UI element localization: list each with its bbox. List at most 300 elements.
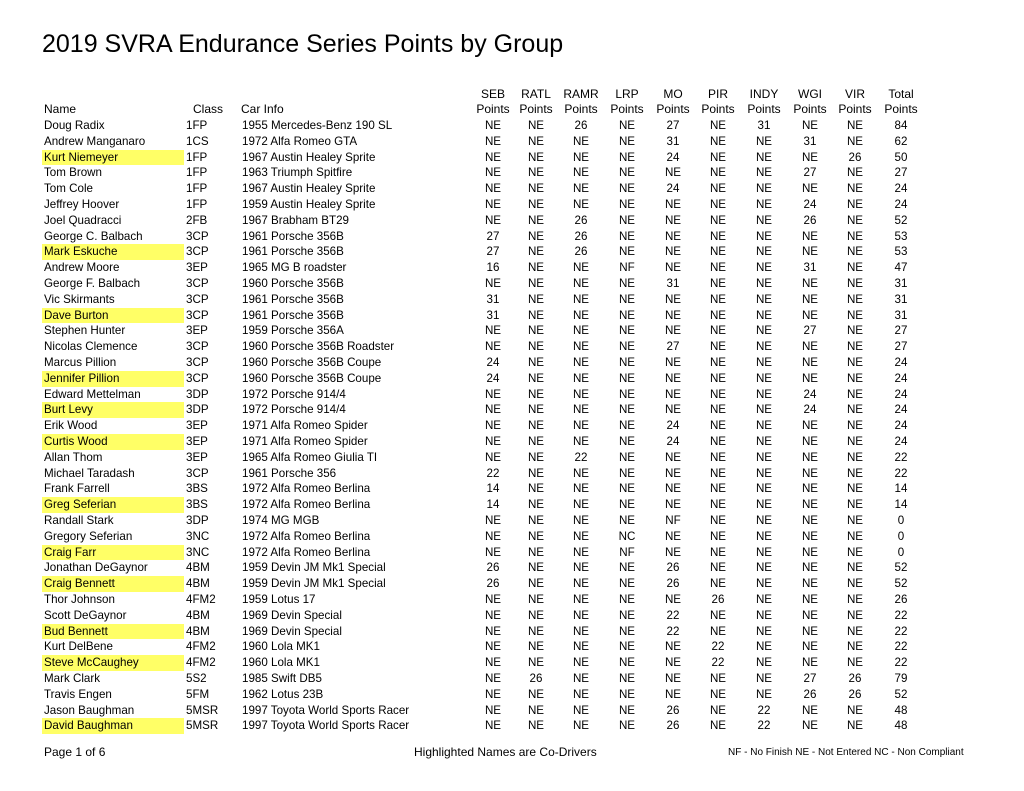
points-cell: 22 — [711, 656, 725, 670]
driver-class: 5MSR — [186, 719, 219, 733]
header-event-points-8: Points — [838, 102, 872, 116]
points-cell: NE — [709, 182, 727, 196]
points-cell: 24 — [894, 387, 908, 401]
header-event-4: MO — [663, 87, 683, 101]
car-info: 1959 Lotus 17 — [242, 593, 316, 606]
car-info: 1972 Porsche 914/4 — [242, 403, 346, 417]
points-cell: NE — [801, 356, 819, 369]
points-cell: NE — [572, 719, 590, 733]
points-cell: NE — [709, 261, 727, 275]
points-cell: NE — [801, 150, 819, 164]
points-cell: NE — [709, 419, 727, 433]
points-cell: NE — [572, 608, 590, 622]
driver-name: George C. Balbach — [44, 229, 143, 243]
points-cell: NE — [527, 356, 545, 369]
points-cell: NE — [709, 529, 727, 543]
car-info: 1965 MG B roadster — [242, 261, 347, 275]
driver-name: Jason Baughman — [44, 703, 135, 717]
driver-name: Jennifer Pillion — [42, 371, 184, 387]
driver-class: 3NC — [186, 545, 210, 559]
points-cell: NE — [846, 245, 864, 259]
points-cell: NE — [618, 608, 636, 622]
co-driver-note: Highlighted Names are Co-Drivers — [414, 745, 597, 759]
driver-class: 4BM — [186, 624, 210, 638]
car-info: 1967 Brabham BT29 — [242, 213, 349, 227]
table-row — [0, 639, 1024, 655]
table-row — [0, 387, 1024, 403]
points-cell: NE — [755, 577, 773, 591]
points-cell: NE — [572, 561, 590, 575]
points-cell: 52 — [894, 577, 908, 591]
table-row — [0, 560, 1024, 576]
points-cell: NF — [665, 514, 681, 527]
points-cell: NE — [572, 514, 590, 527]
points-cell: NE — [801, 308, 819, 322]
points-cell: NE — [755, 198, 773, 211]
points-cell: NE — [484, 435, 502, 448]
car-info: 1971 Alfa Romeo Spider — [242, 419, 368, 433]
points-cell: 27 — [666, 119, 680, 132]
points-cell: NE — [572, 482, 590, 496]
points-cell: NE — [846, 608, 864, 622]
points-cell: 22 — [666, 608, 680, 622]
driver-class: 5FM — [186, 687, 210, 701]
car-info: 1974 MG MGB — [242, 514, 320, 527]
points-cell: NE — [527, 245, 545, 259]
car-info: 1961 Porsche 356B — [242, 308, 344, 322]
points-cell: NE — [572, 498, 590, 512]
points-cell: 26 — [711, 593, 725, 606]
points-cell: NE — [755, 371, 773, 385]
header-event-points-1: Points — [519, 102, 553, 116]
driver-class: 3EP — [186, 450, 208, 464]
points-cell: NE — [572, 672, 590, 685]
header-class: Class — [193, 102, 224, 116]
points-cell: NE — [709, 308, 727, 322]
points-cell: NE — [484, 593, 502, 606]
points-cell: NE — [755, 482, 773, 496]
driver-name: Andrew Moore — [44, 261, 120, 275]
header-event-points-4: Points — [656, 102, 690, 116]
points-cell: NE — [527, 719, 545, 733]
table-row — [0, 481, 1024, 497]
points-cell: 14 — [486, 482, 500, 496]
points-cell: NE — [664, 466, 682, 480]
points-cell: 24 — [803, 403, 817, 417]
points-cell: NE — [484, 387, 502, 401]
table-row — [0, 118, 1024, 134]
points-cell: NE — [527, 498, 545, 512]
points-cell: NE — [527, 514, 545, 527]
driver-class: 1FP — [186, 182, 208, 196]
points-cell: NE — [709, 498, 727, 512]
driver-class: 1FP — [186, 119, 208, 132]
table-row — [0, 671, 1024, 687]
table-row — [0, 576, 1024, 592]
points-cell: NE — [572, 182, 590, 196]
points-cell: 26 — [574, 229, 588, 243]
points-cell: NE — [618, 577, 636, 591]
car-info: 1961 Porsche 356B — [242, 245, 344, 259]
points-cell: NE — [709, 134, 727, 148]
driver-class: 3EP — [186, 261, 208, 275]
points-cell: NE — [618, 561, 636, 575]
driver-class: 3NC — [186, 529, 210, 543]
points-cell: NE — [484, 624, 502, 638]
points-cell: NE — [527, 119, 545, 132]
points-cell: NE — [618, 672, 636, 685]
driver-class: 3CP — [186, 356, 209, 369]
points-cell: 27 — [486, 229, 500, 243]
points-cell: NE — [664, 356, 682, 369]
points-cell: 24 — [666, 435, 680, 448]
points-cell: 26 — [848, 672, 862, 685]
points-cell: NE — [618, 624, 636, 638]
points-cell: NE — [846, 561, 864, 575]
header-event-points-3: Points — [610, 102, 644, 116]
points-cell: NE — [572, 435, 590, 448]
points-cell: NE — [527, 561, 545, 575]
driver-name: Stephen Hunter — [44, 324, 126, 338]
car-info: 1972 Alfa Romeo Berlina — [242, 482, 371, 496]
points-cell: 26 — [848, 687, 862, 701]
points-cell: NE — [527, 608, 545, 622]
table-row — [0, 371, 1024, 387]
car-info: 1967 Austin Healey Sprite — [242, 150, 376, 164]
driver-class: 3EP — [186, 435, 208, 448]
points-cell: NE — [755, 561, 773, 575]
points-cell: NE — [572, 624, 590, 638]
points-cell: 24 — [666, 182, 680, 196]
points-cell: NE — [709, 340, 727, 354]
table-row — [0, 497, 1024, 513]
driver-name: Nicolas Clemence — [44, 340, 138, 354]
driver-class: 5MSR — [186, 703, 219, 717]
points-cell: NE — [801, 119, 819, 132]
points-cell: NE — [484, 514, 502, 527]
points-cell: NE — [664, 687, 682, 701]
points-cell: NE — [572, 150, 590, 164]
points-cell: NE — [755, 529, 773, 543]
points-cell: NE — [709, 403, 727, 417]
points-cell: NE — [484, 687, 502, 701]
points-cell: NE — [846, 134, 864, 148]
points-cell: NE — [664, 371, 682, 385]
points-cell: NE — [755, 182, 773, 196]
points-cell: NE — [664, 529, 682, 543]
document-title: 2019 SVRA Endurance Series Points by Group — [42, 30, 564, 58]
points-cell: NE — [618, 308, 636, 322]
table-row — [0, 323, 1024, 339]
points-cell: 27 — [803, 324, 817, 338]
points-cell: NE — [801, 340, 819, 354]
table-row — [0, 276, 1024, 292]
points-cell: 26 — [803, 213, 817, 227]
car-info: 1961 Porsche 356 — [242, 466, 337, 480]
points-cell: NE — [618, 119, 636, 132]
points-cell: 27 — [894, 340, 908, 354]
points-cell: NE — [846, 387, 864, 401]
table-row — [0, 292, 1024, 308]
points-cell: NE — [755, 245, 773, 259]
points-cell: NE — [618, 229, 636, 243]
points-cell: 31 — [486, 308, 500, 322]
table-row — [0, 229, 1024, 245]
points-cell: NE — [755, 687, 773, 701]
points-cell: NE — [755, 134, 773, 148]
points-cell: NE — [484, 166, 502, 180]
points-cell: 27 — [666, 340, 680, 354]
points-cell: NE — [846, 656, 864, 670]
points-cell: 22 — [757, 703, 771, 717]
points-cell: NE — [484, 608, 502, 622]
points-cell: 24 — [894, 182, 908, 196]
points-cell: NE — [801, 450, 819, 464]
driver-class: 3CP — [186, 340, 209, 354]
driver-name: Curtis Wood — [42, 434, 184, 450]
points-cell: NE — [846, 545, 864, 559]
driver-name: Tom Brown — [44, 166, 102, 180]
points-cell: NE — [484, 640, 502, 654]
driver-class: 4BM — [186, 608, 210, 622]
points-cell: NE — [846, 450, 864, 464]
points-cell: NE — [755, 640, 773, 654]
points-cell: NE — [527, 134, 545, 148]
points-cell: 52 — [894, 561, 908, 575]
legend: NF - No Finish NE - Not Entered NC - Non Compliant — [728, 747, 964, 758]
points-cell: NE — [755, 545, 773, 559]
table-row — [0, 197, 1024, 213]
points-cell: 26 — [894, 593, 908, 606]
points-cell: NE — [709, 577, 727, 591]
points-cell: NE — [618, 466, 636, 480]
points-cell: NE — [755, 292, 773, 306]
points-cell: NE — [755, 150, 773, 164]
points-cell: NE — [846, 419, 864, 433]
points-cell: NE — [484, 150, 502, 164]
car-info: 1960 Porsche 356B Roadster — [242, 340, 395, 354]
car-info: 1985 Swift DB5 — [242, 672, 322, 685]
header-event-points-9: Points — [884, 102, 918, 116]
header-car-info: Car Info — [241, 102, 284, 116]
points-cell: NE — [709, 482, 727, 496]
points-cell: NE — [801, 419, 819, 433]
points-cell: NE — [846, 403, 864, 417]
points-cell: 48 — [894, 703, 908, 717]
points-cell: NE — [527, 340, 545, 354]
points-cell: NE — [846, 719, 864, 733]
car-info: 1960 Lola MK1 — [242, 640, 320, 654]
points-cell: NE — [572, 466, 590, 480]
points-cell: NE — [527, 435, 545, 448]
points-cell: 26 — [803, 687, 817, 701]
table-row — [0, 339, 1024, 355]
points-cell: 24 — [894, 419, 908, 433]
header-event-9: Total — [888, 87, 914, 101]
points-cell: 26 — [666, 561, 680, 575]
points-cell: NE — [664, 450, 682, 464]
points-cell: NE — [484, 656, 502, 670]
points-cell: NE — [664, 545, 682, 559]
points-cell: NE — [801, 229, 819, 243]
points-cell: NE — [527, 261, 545, 275]
car-info: 1967 Austin Healey Sprite — [242, 182, 376, 196]
points-cell: NE — [572, 545, 590, 559]
driver-class: 1CS — [186, 134, 209, 148]
points-cell: NE — [709, 229, 727, 243]
points-cell: NE — [484, 545, 502, 559]
points-cell: NE — [801, 514, 819, 527]
points-cell: 84 — [894, 119, 908, 132]
driver-class: 4BM — [186, 577, 210, 591]
driver-class: 3DP — [186, 387, 209, 401]
points-cell: NE — [484, 419, 502, 433]
header-event-1: RATL — [521, 87, 551, 101]
table-row — [0, 260, 1024, 276]
points-cell: NE — [618, 703, 636, 717]
driver-name: Mark Eskuche — [42, 244, 184, 260]
points-cell: 0 — [897, 529, 905, 543]
points-cell: NE — [618, 292, 636, 306]
points-cell: 62 — [894, 134, 908, 148]
points-cell: NE — [527, 419, 545, 433]
driver-name: Allan Thom — [44, 450, 103, 464]
points-cell: 22 — [894, 624, 908, 638]
points-cell: NE — [846, 292, 864, 306]
points-cell: NE — [484, 213, 502, 227]
points-cell: NE — [709, 703, 727, 717]
car-info: 1955 Mercedes-Benz 190 SL — [242, 119, 393, 132]
points-cell: NE — [527, 292, 545, 306]
points-cell: 14 — [486, 498, 500, 512]
points-cell: NE — [709, 514, 727, 527]
points-cell: 79 — [894, 672, 908, 685]
driver-name: Thor Johnson — [44, 593, 115, 606]
points-cell: NE — [801, 593, 819, 606]
points-cell: 26 — [666, 703, 680, 717]
points-cell: NE — [755, 356, 773, 369]
driver-class: 3CP — [186, 245, 209, 259]
points-cell: NE — [664, 324, 682, 338]
points-cell: 22 — [711, 640, 725, 654]
points-cell: 31 — [666, 277, 680, 290]
car-info: 1969 Devin Special — [242, 624, 342, 638]
driver-name: Kurt Niemeyer — [42, 150, 184, 166]
points-cell: 22 — [666, 624, 680, 638]
points-cell: NE — [801, 371, 819, 385]
header-event-points-7: Points — [793, 102, 827, 116]
points-cell: 26 — [529, 672, 543, 685]
points-cell: 24 — [666, 150, 680, 164]
driver-name: Scott DeGaynor — [44, 608, 127, 622]
points-cell: 14 — [894, 482, 908, 496]
points-cell: NE — [618, 245, 636, 259]
driver-class: 4BM — [186, 561, 210, 575]
points-cell: NE — [572, 134, 590, 148]
points-cell: NE — [618, 450, 636, 464]
points-cell: NE — [572, 419, 590, 433]
points-cell: NE — [527, 482, 545, 496]
points-cell: NE — [618, 340, 636, 354]
points-cell: NE — [801, 245, 819, 259]
points-cell: NE — [801, 719, 819, 733]
points-cell: NE — [846, 198, 864, 211]
points-cell: NE — [527, 371, 545, 385]
points-cell: NE — [846, 324, 864, 338]
points-cell: NE — [484, 119, 502, 132]
points-cell: NE — [527, 466, 545, 480]
points-cell: NE — [527, 403, 545, 417]
driver-name: Burt Levy — [42, 402, 184, 418]
points-cell: 52 — [894, 687, 908, 701]
driver-name: Michael Taradash — [44, 466, 135, 480]
points-cell: 53 — [894, 245, 908, 259]
points-cell: 26 — [486, 561, 500, 575]
points-cell: 24 — [894, 198, 908, 211]
points-cell: NE — [709, 545, 727, 559]
points-cell: NE — [664, 403, 682, 417]
header-event-2: RAMR — [563, 87, 599, 101]
points-cell: NE — [846, 356, 864, 369]
points-cell: NE — [755, 308, 773, 322]
points-cell: NE — [755, 656, 773, 670]
driver-name: Dave Burton — [42, 308, 184, 324]
points-cell: 26 — [848, 150, 862, 164]
driver-name: David Baughman — [42, 718, 184, 734]
header-event-6: INDY — [749, 87, 779, 101]
driver-class: 3DP — [186, 514, 209, 527]
points-cell: NE — [664, 166, 682, 180]
points-cell: 24 — [803, 387, 817, 401]
points-cell: 0 — [897, 514, 905, 527]
points-cell: NE — [846, 340, 864, 354]
header-event-3: LRP — [615, 87, 639, 101]
driver-class: 3DP — [186, 403, 209, 417]
points-cell: NE — [755, 324, 773, 338]
points-cell: NE — [527, 656, 545, 670]
car-info: 1960 Porsche 356B Coupe — [242, 371, 382, 385]
driver-name: Craig Farr — [42, 545, 184, 561]
points-cell: NE — [572, 687, 590, 701]
points-cell: NE — [618, 213, 636, 227]
points-cell: NE — [618, 371, 636, 385]
points-cell: NE — [484, 198, 502, 211]
points-cell: NE — [709, 466, 727, 480]
points-cell: 31 — [894, 308, 908, 322]
points-cell: 24 — [894, 356, 908, 369]
points-cell: 24 — [894, 435, 908, 448]
points-cell: 27 — [894, 166, 908, 180]
points-cell: 31 — [803, 134, 817, 148]
points-cell: NE — [846, 182, 864, 196]
points-cell: 24 — [894, 403, 908, 417]
points-cell: NE — [801, 435, 819, 448]
driver-class: 3EP — [186, 419, 208, 433]
points-cell: NE — [484, 403, 502, 417]
points-cell: NE — [664, 498, 682, 512]
table-row — [0, 213, 1024, 229]
points-cell: NE — [755, 450, 773, 464]
points-cell: NE — [846, 261, 864, 275]
points-cell: NE — [618, 482, 636, 496]
car-info: 1959 Porsche 356A — [242, 324, 344, 338]
points-cell: NE — [664, 656, 682, 670]
driver-class: 3BS — [186, 482, 208, 496]
header-event-0: SEB — [480, 87, 505, 101]
points-cell: NE — [484, 719, 502, 733]
car-info: 1959 Devin JM Mk1 Special — [242, 561, 386, 575]
table-row — [0, 624, 1024, 640]
